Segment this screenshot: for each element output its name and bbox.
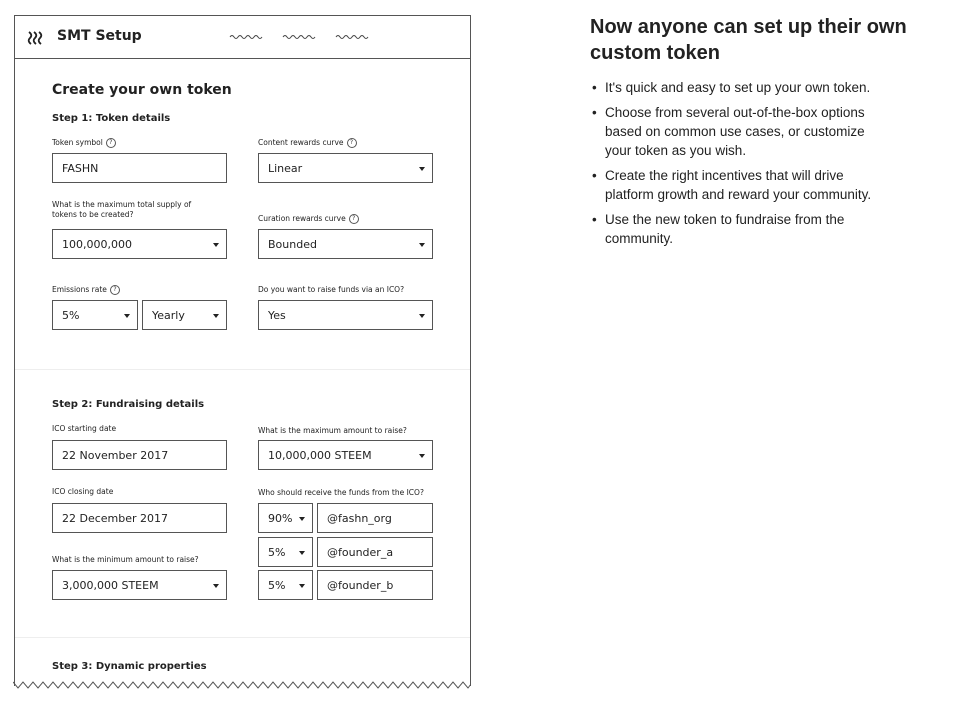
form-title: Create your own token <box>52 82 232 98</box>
nav-placeholder-2[interactable] <box>282 31 318 41</box>
list-item: • Choose from several out-of-the-box options based on common use cases, or customize your token as you wish. <box>590 103 890 160</box>
top-bar <box>15 16 470 59</box>
step2-heading: Step 2: Fundraising details <box>52 399 205 410</box>
caret-down-icon <box>419 454 425 458</box>
recipient-percent-select[interactable]: 90% <box>258 503 313 533</box>
help-icon[interactable]: ? <box>106 138 116 148</box>
help-icon[interactable]: ? <box>349 214 359 224</box>
caret-down-icon <box>299 517 305 521</box>
min-raise-select[interactable]: 3,000,000 STEEM <box>52 570 227 600</box>
list-item: • It's quick and easy to set up your own token. <box>590 78 890 97</box>
caret-down-icon <box>213 314 219 318</box>
caret-down-icon <box>213 584 219 588</box>
caret-down-icon <box>419 314 425 318</box>
token-symbol-label: Token symbol ? <box>52 138 116 148</box>
nav-placeholder-3[interactable] <box>335 31 371 41</box>
caret-down-icon <box>419 243 425 247</box>
help-icon[interactable]: ? <box>347 138 357 148</box>
min-raise-label: What is the minimum amount to raise? <box>52 555 199 564</box>
side-title: Now anyone can set up their own custom token <box>590 16 907 64</box>
ico-question-label: Do you want to raise funds via an ICO? <box>258 285 405 294</box>
emissions-rate-select[interactable]: 5% <box>52 300 138 330</box>
step3-heading: Step 3: Dynamic properties <box>52 661 207 672</box>
emissions-rate-label: Emissions rate ? <box>52 285 120 295</box>
curation-curve-label: Curation rewards curve ? <box>258 214 359 224</box>
step1-heading: Step 1: Token details <box>52 113 171 124</box>
max-raise-label: What is the maximum amount to raise? <box>258 426 407 435</box>
ico-question-select[interactable]: Yes <box>258 300 433 330</box>
ico-close-label: ICO closing date <box>52 487 114 496</box>
list-item: • Use the new token to fundraise from the community. <box>590 210 890 248</box>
form-mockup-frame <box>14 15 471 686</box>
max-raise-select[interactable]: 10,000,000 STEEM <box>258 440 433 470</box>
token-symbol-input[interactable]: FASHN <box>52 153 227 183</box>
content-curve-label: Content rewards curve ? <box>258 138 357 148</box>
curation-curve-select[interactable]: Bounded <box>258 229 433 259</box>
caret-down-icon <box>299 584 305 588</box>
ico-start-label: ICO starting date <box>52 424 117 433</box>
recipient-account-input[interactable]: @founder_a <box>317 537 433 567</box>
steem-logo-icon <box>27 29 45 47</box>
caret-down-icon <box>299 551 305 555</box>
caret-down-icon <box>213 243 219 247</box>
caret-down-icon <box>124 314 130 318</box>
feature-list <box>590 78 890 254</box>
torn-edge <box>13 680 471 692</box>
brand-title: SMT Setup <box>57 28 142 44</box>
max-supply-label: What is the maximum total supply of tokens to be created? <box>52 200 192 219</box>
nav-placeholder-1[interactable] <box>229 31 265 41</box>
recipient-account-input[interactable]: @fashn_org <box>317 503 433 533</box>
emissions-period-select[interactable]: Yearly <box>142 300 227 330</box>
ico-start-input[interactable]: 22 November 2017 <box>52 440 227 470</box>
recipient-percent-select[interactable]: 5% <box>258 537 313 567</box>
ico-close-input[interactable]: 22 December 2017 <box>52 503 227 533</box>
recipient-percent-select[interactable]: 5% <box>258 570 313 600</box>
max-supply-select[interactable]: 100,000,000 <box>52 229 227 259</box>
help-icon[interactable]: ? <box>110 285 120 295</box>
recipients-label: Who should receive the funds from the ICO? <box>258 488 424 497</box>
recipient-account-input[interactable]: @founder_b <box>317 570 433 600</box>
list-item: • Create the right incentives that will drive platform growth and reward your community. <box>590 166 890 204</box>
caret-down-icon <box>419 167 425 171</box>
content-curve-select[interactable]: Linear <box>258 153 433 183</box>
